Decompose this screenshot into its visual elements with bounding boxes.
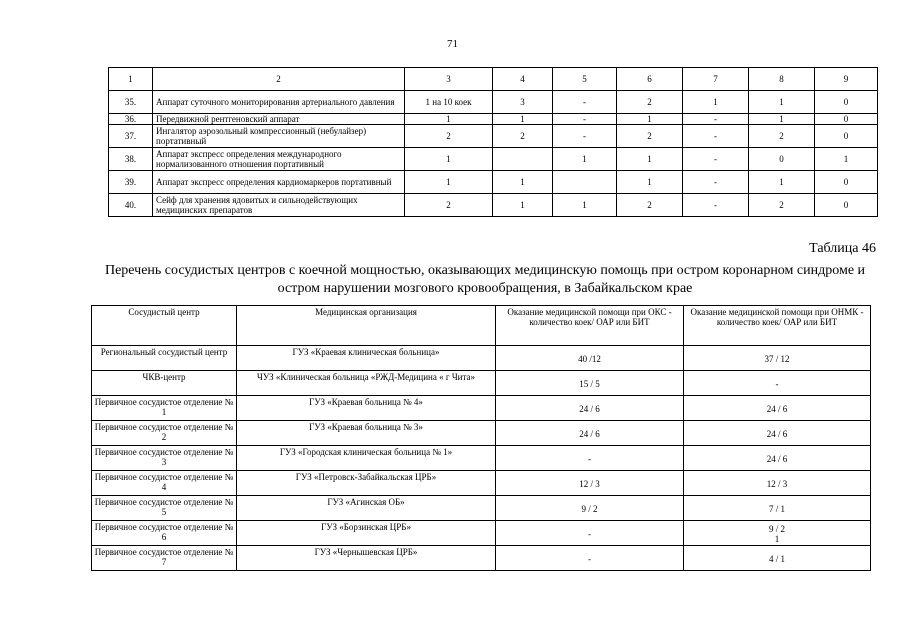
table-header-row — [109, 68, 878, 91]
table-row — [92, 421, 871, 446]
table-cell: 1 — [617, 148, 683, 171]
table-cell: - — [553, 114, 617, 125]
row-number: 36. — [109, 114, 153, 125]
table-row — [92, 496, 871, 521]
oks-beds: 40 /12 — [496, 346, 684, 371]
table-row — [109, 114, 878, 125]
oks-beds: 9 / 2 — [496, 496, 684, 521]
medical-organization: ГУЗ «Краевая клиническая больница» — [237, 346, 496, 371]
table-cell: 2 — [749, 125, 815, 148]
table-row — [92, 546, 871, 571]
table-row — [92, 396, 871, 421]
table-cell: 2 — [493, 125, 553, 148]
table-cell: 1 — [815, 148, 878, 171]
oks-beds: 24 / 6 — [496, 421, 684, 446]
medical-organization: ГУЗ «Агинская ОБ» — [237, 496, 496, 521]
row-number: 37. — [109, 125, 153, 148]
onmk-beds: 24 / 6 — [684, 446, 871, 471]
onmk-beds: 7 / 1 — [684, 496, 871, 521]
row-number: 38. — [109, 148, 153, 171]
table-cell: - — [683, 148, 749, 171]
table-cell: 1 — [683, 91, 749, 114]
table-row — [92, 446, 871, 471]
onmk-beds: 37 / 12 — [684, 346, 871, 371]
vascular-center: Первичное сосудистое отделение № 3 — [92, 446, 237, 471]
header-cell: 7 — [683, 68, 749, 91]
header-cell: 4 — [493, 68, 553, 91]
table-cell: - — [683, 114, 749, 125]
table-cell: 1 — [749, 114, 815, 125]
onmk-beds-line1: 9 / 2 — [768, 523, 785, 534]
row-number: 40. — [109, 194, 153, 217]
table-label: Таблица 46 — [809, 241, 876, 256]
onmk-beds: - — [684, 371, 871, 396]
vascular-center: Региональный сосудистый центр — [92, 346, 237, 371]
table-cell: 1 — [617, 171, 683, 194]
table-cell: - — [553, 91, 617, 114]
table-cell: 1 — [405, 148, 493, 171]
header-cell: Оказание медицинской помощи при ОНМК - количество коек/ ОАР или БИТ — [684, 306, 871, 346]
table-cell: 1 — [405, 171, 493, 194]
table-cell: 0 — [815, 114, 878, 125]
table-row — [109, 148, 878, 171]
medical-organization: ГУЗ «Краевая больница № 4» — [237, 396, 496, 421]
header-cell: 2 — [153, 68, 405, 91]
table-cell: - — [683, 194, 749, 217]
vascular-center: Первичное сосудистое отделение № 7 — [92, 546, 237, 571]
onmk-beds: 24 / 6 — [684, 421, 871, 446]
table-cell: 1 — [493, 114, 553, 125]
vascular-center: ЧКВ-центр — [92, 371, 237, 396]
equipment-name: Аппарат суточного мониторирования артериального давления — [153, 91, 405, 114]
table-cell: 1 — [617, 114, 683, 125]
table-cell: 1 — [749, 91, 815, 114]
vascular-centers-table — [91, 305, 871, 571]
table-cell: 1 — [493, 194, 553, 217]
onmk-beds-line2: 1 — [774, 533, 780, 544]
onmk-beds: 4 / 1 — [684, 546, 871, 571]
header-cell: Сосудистый центр — [92, 306, 237, 346]
table-row — [92, 521, 871, 546]
table-cell: 0 — [749, 148, 815, 171]
equipment-table — [108, 67, 878, 217]
table-cell: 1 на 10 коек — [405, 91, 493, 114]
table-row — [92, 346, 871, 371]
header-cell: 9 — [815, 68, 878, 91]
header-cell: 5 — [553, 68, 617, 91]
row-number: 39. — [109, 171, 153, 194]
table-row — [109, 125, 878, 148]
table-cell: 1 — [553, 148, 617, 171]
table-cell: 1 — [749, 171, 815, 194]
table-cell: 2 — [749, 194, 815, 217]
equipment-name: Аппарат экспресс определения международного нормализованного отношения портативный — [153, 148, 405, 171]
oks-beds: 24 / 6 — [496, 396, 684, 421]
medical-organization: ГУЗ «Борзинская ЦРБ» — [237, 521, 496, 546]
onmk-beds: 24 / 6 — [684, 396, 871, 421]
equipment-name: Передвижной рентгеновский аппарат — [153, 114, 405, 125]
onmk-beds: 12 / 3 — [684, 471, 871, 496]
header-cell: Оказание медицинской помощи при ОКС - количество коек/ ОАР или БИТ — [496, 306, 684, 346]
table-row — [92, 371, 871, 396]
table-cell — [493, 148, 553, 171]
table-cell: 1 — [553, 194, 617, 217]
oks-beds: 12 / 3 — [496, 471, 684, 496]
medical-organization: ГУЗ «Городская клиническая больница № 1» — [237, 446, 496, 471]
table-cell: - — [553, 125, 617, 148]
table-cell — [553, 171, 617, 194]
oks-beds: - — [496, 546, 684, 571]
row-number: 35. — [109, 91, 153, 114]
medical-organization: ЧУЗ «Клиническая больница «РЖД-Медицина « г Чита» — [237, 371, 496, 396]
oks-beds: 15 / 5 — [496, 371, 684, 396]
header-cell: 6 — [617, 68, 683, 91]
vascular-center: Первичное сосудистое отделение № 6 — [92, 521, 237, 546]
equipment-name: Сейф для хранения ядовитых и сильнодействующих медицинских препаратов — [153, 194, 405, 217]
vascular-center: Первичное сосудистое отделение № 1 — [92, 396, 237, 421]
table-cell: 0 — [815, 125, 878, 148]
header-cell: 8 — [749, 68, 815, 91]
medical-organization: ГУЗ «Краевая больница № 3» — [237, 421, 496, 446]
equipment-name: Ингалятор аэрозольный компрессионный (небулайзер) портативный — [153, 125, 405, 148]
oks-beds: - — [496, 521, 684, 546]
table-row — [109, 171, 878, 194]
table-cell: 2 — [617, 194, 683, 217]
vascular-center: Первичное сосудистое отделение № 5 — [92, 496, 237, 521]
table-cell: - — [683, 171, 749, 194]
header-cell: 3 — [405, 68, 493, 91]
table-cell: 0 — [815, 171, 878, 194]
table-cell: 2 — [617, 125, 683, 148]
vascular-center: Первичное сосудистое отделение № 4 — [92, 471, 237, 496]
table-cell: 0 — [815, 91, 878, 114]
table-title: Перечень сосудистых центров с коечной мощностью, оказывающих медицинскую помощь при остром коронарном синдроме и остром нарушении мозгового кровообращения, в Забайкальском крае — [104, 263, 866, 296]
table-cell: 0 — [815, 194, 878, 217]
table-cell: 1 — [405, 114, 493, 125]
onmk-beds — [684, 521, 871, 546]
header-cell: Медицинская организация — [237, 306, 496, 346]
table-header-row — [92, 306, 871, 346]
header-cell: 1 — [109, 68, 153, 91]
vascular-center: Первичное сосудистое отделение № 2 — [92, 421, 237, 446]
table-row — [109, 194, 878, 217]
table-row — [92, 471, 871, 496]
table-cell: 2 — [405, 125, 493, 148]
table-cell: 2 — [405, 194, 493, 217]
table-cell: 3 — [493, 91, 553, 114]
table-cell: 2 — [617, 91, 683, 114]
oks-beds: - — [496, 446, 684, 471]
medical-organization: ГУЗ «Чернышевская ЦРБ» — [237, 546, 496, 571]
table-row — [109, 91, 878, 114]
equipment-name: Аппарат экспресс определения кардиомаркеров портативный — [153, 171, 405, 194]
page-number: 71 — [447, 38, 458, 50]
table-cell: - — [683, 125, 749, 148]
medical-organization: ГУЗ «Петровск-Забайкальская ЦРБ» — [237, 471, 496, 496]
table-cell: 1 — [493, 171, 553, 194]
